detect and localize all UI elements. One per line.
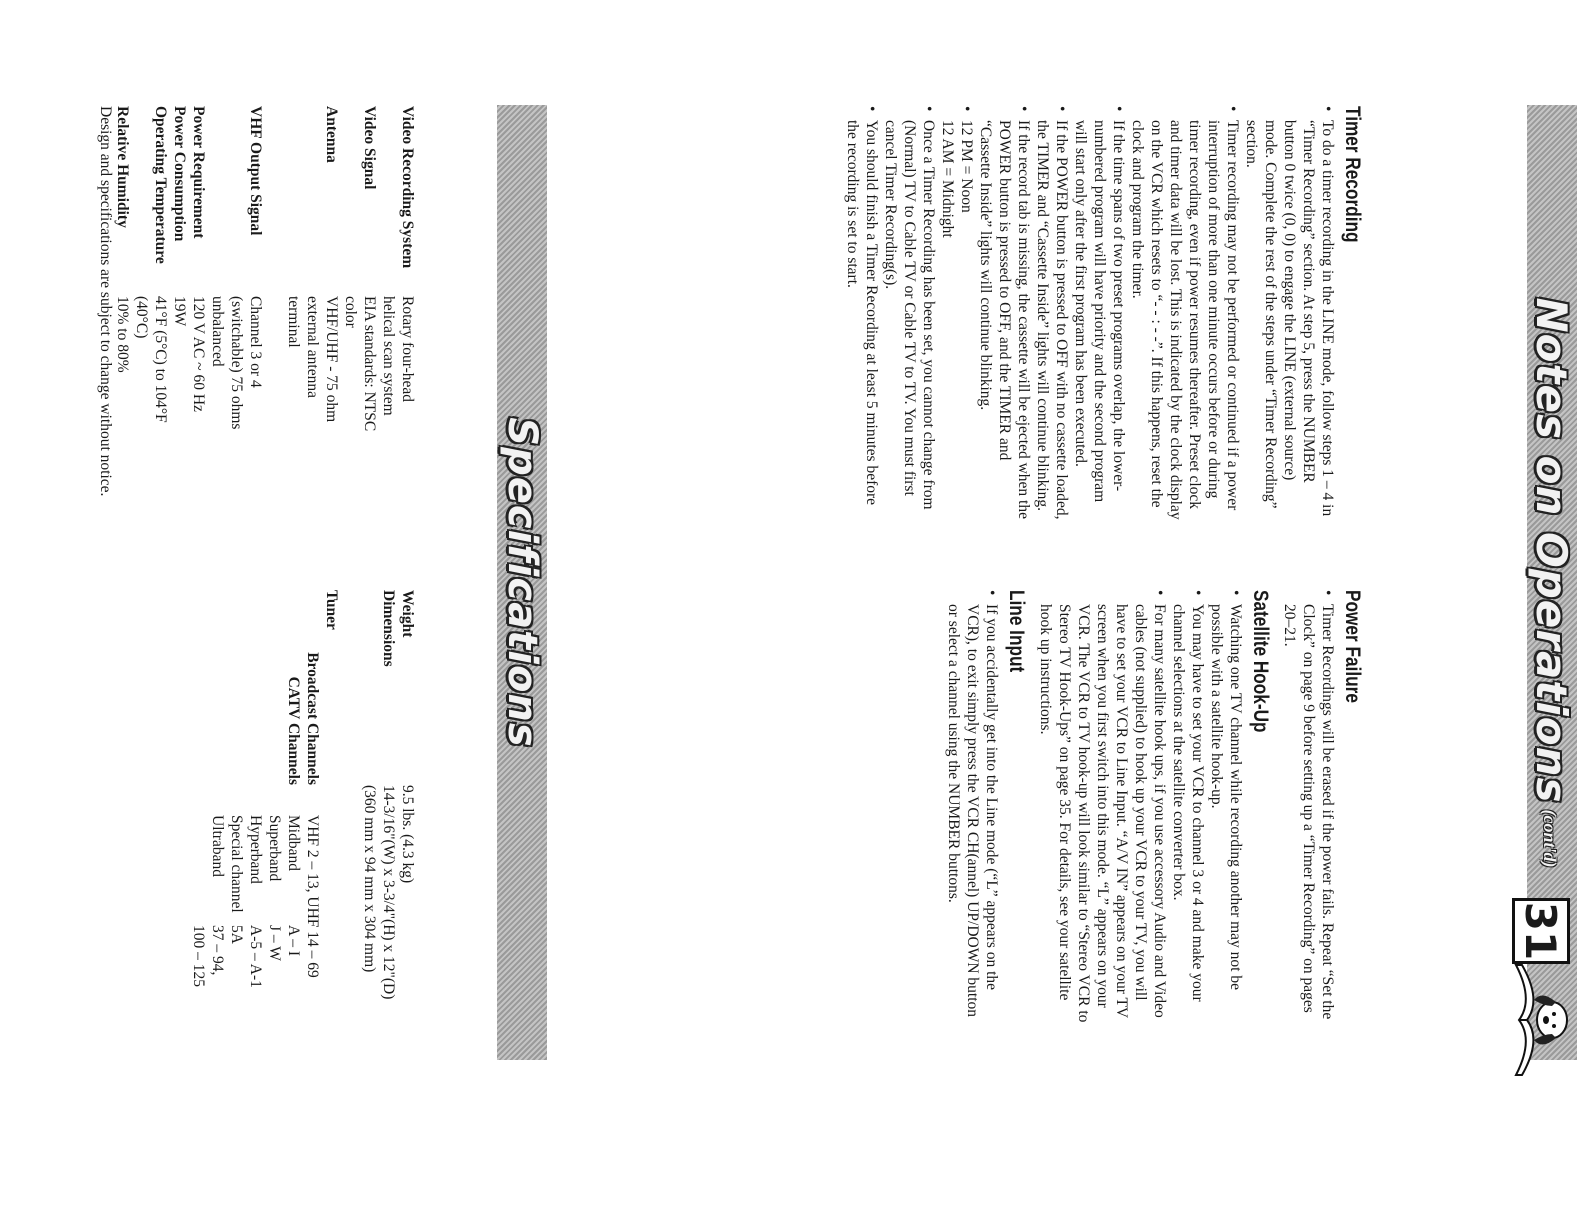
line-input-item: • If you accidentally get into the Line mode (“L” appears on the VCR), to exit simply press the VCR CH(annel) UP/DOWN button or select a channel using the NUMBER buttons. (944, 590, 1001, 1030)
catv-range: A-5 – A-1 (247, 925, 264, 988)
timer-recording-section (833, 106, 1362, 521)
spec-value: Channel 3 or 4 (switchable) 75 ohms unbalanced (209, 296, 264, 430)
specifications-band (497, 105, 547, 1060)
power-failure-heading: Power Failure (1341, 590, 1364, 703)
spec-value: 120 V AC ~ 60 Hz (190, 296, 207, 412)
spec-row (132, 106, 170, 446)
spec-row (379, 106, 417, 446)
spec-row-tuner (322, 590, 341, 1050)
mascot-dog-icon (1512, 960, 1582, 1080)
spec-row (113, 106, 132, 446)
spec-label: Broadcast Channels (304, 652, 321, 785)
timer-item: • 12 PM = Noon 12 AM = Midnight (938, 106, 976, 521)
spec-value: 19W (171, 296, 188, 327)
timer-item: • You should finish a Timer Recording at least 5 minutes before the recording is set to start. (843, 106, 881, 521)
catv-range: 37 – 94, (209, 925, 226, 976)
satellite-item: • You may have to set your VCR to channel 3 or 4 and make your channel selections at the satellite converter box. (1169, 590, 1207, 1030)
catv-band: Midband (285, 815, 302, 871)
dimensions-metric: (360 mm x 94 mm x 304 mm) (361, 785, 378, 973)
spec-value: 10% to 80% (114, 296, 131, 373)
spec-row (341, 106, 379, 446)
specs-left (113, 106, 417, 446)
spec-row (284, 106, 341, 446)
satellite-item: • For many satellite hook ups, if you use accessory Audio and Video cables (not supplied) to hook up your VCR to your TV, you will have to set your VCR to Line Input. “A/V IN” appears on your TV screen when you first switch into this mode. “L” appears on your VCR. The VCR to TV hook-up will look similar to “Stereo VCR to Stereo TV Hook-Ups” on page 35. For details, see your satellite hook up instructions. (1036, 590, 1169, 1030)
spec-label: Operating Temperature (152, 106, 169, 264)
specifications-title: Specifications (499, 417, 545, 748)
catv-range: J – W (266, 925, 283, 961)
spec-label: Power Requirement (190, 106, 207, 239)
spec-value (360, 785, 398, 1050)
spec-value: EIA standards: NTSC color (342, 296, 378, 432)
spec-label: Relative Humidity (114, 106, 131, 228)
spec-label: Power Consumption (171, 106, 188, 242)
catv-row (246, 815, 265, 1050)
catv-range: 100 – 125 (190, 925, 207, 987)
timer-item: • If the record tab is missing, the cassette will be ejected when the POWER button is pressed to OFF, and the TIMER and “Cassette Inside” lights will continue blinking. (976, 106, 1033, 521)
timer-item: • If the POWER button is pressed to OFF with no cassette loaded, the TIMER and “Cassette Inside” lights will continue blinking. (1033, 106, 1071, 521)
spec-row-weight (398, 590, 417, 1050)
catv-range: A – I (285, 925, 302, 956)
dimensions-imperial: 14-3/16"(W) x 3-3/4"(H) x 12"(D) (380, 785, 397, 1000)
spec-label: CATV Channels (285, 676, 302, 785)
right-column (934, 590, 1362, 1030)
spec-label: Dimensions (380, 590, 397, 667)
timer-item: • Timer recording may not be performed or continued if a power interruption of more than one minute occurs before or during timer recording, even if power resumes thereafter. Preset clock and timer data will be lost. This is indicated by the clock display on the VCR which resets to “- - : - -”. If this happens, reset the clock and program the timer. (1128, 106, 1242, 521)
catv-range: 5A (228, 925, 245, 944)
line-input-heading: Line Input (1005, 590, 1028, 673)
catv-band: Special channel (228, 815, 245, 913)
power-failure-item: • Timer Recordings will be erased if the power fails. Repeat “Set the Clock” on page 9 before setting up a “Timer Recording” on pages 20–21. (1280, 590, 1337, 1030)
catv-band: Hyperband (247, 815, 264, 884)
catv-band (189, 815, 208, 925)
spec-label: Video Recording System (399, 106, 416, 269)
disclaimer-note: Design and specifications are subject to change without notice. (97, 106, 114, 497)
page-number (1512, 898, 1570, 964)
spec-row-broadcast (303, 590, 322, 1050)
catv-table (189, 785, 303, 1050)
satellite-item: • Watching one TV channel while recording another may not be possible with a satellite hook-up. (1207, 590, 1245, 1030)
spec-row (208, 106, 265, 446)
catv-row (227, 815, 246, 1050)
spec-value: 41°F (5°C) to 104°F (40°C) (133, 296, 169, 423)
catv-row (208, 815, 227, 1050)
spec-row (170, 106, 189, 446)
timer-item: • Once a Timer Recording has been set, you cannot change from (Normal) TV to Cable TV or Cable TV to TV. You must first cancel Timer Recording(s). (881, 106, 938, 521)
spec-label: Antenna (323, 106, 340, 163)
spec-value: VHF/UHF - 75 ohm external antenna terminal (285, 296, 340, 423)
timer-item: • If the time spans of two preset programs overlap, the lower-numbered program will have priority and the second program will start only after the first program has been executed. (1071, 106, 1128, 521)
catv-band: Ultraband (209, 815, 226, 877)
catv-band: Superband (266, 815, 283, 882)
page-title: Notes on Operations (1527, 297, 1577, 804)
specs-right (189, 590, 417, 1050)
spec-label: VHF Output Signal (247, 106, 264, 236)
spec-label: Weight (399, 590, 416, 638)
timer-recording-heading: Timer Recording (1341, 106, 1364, 243)
spec-label: Video Signal (361, 106, 378, 190)
spec-row (189, 106, 208, 446)
spec-value: 9.5 lbs. (4.3 kg) (399, 785, 416, 884)
spec-label: Tuner (323, 590, 340, 630)
catv-row (189, 815, 208, 1050)
spec-row-catv (189, 590, 303, 1050)
timer-item: • To do a timer recording in the LINE mode, follow steps 1 – 4 in “Timer Recording” section. At step 5, press the NUMBER button 0 twice (0, 0) to engage the LINE (external source) mode. Complete the rest of the steps under “Timer Recording” section. (1242, 106, 1337, 521)
satellite-heading: Satellite Hook-Up (1249, 590, 1272, 733)
spec-row-dimensions (360, 590, 398, 1050)
spec-value: Rotary four-head helical scan system (380, 296, 416, 416)
page-number-text: 31 (1516, 901, 1566, 961)
catv-row (265, 815, 284, 1050)
catv-row (284, 815, 303, 1050)
contd-label: (cont'd) (1540, 809, 1560, 868)
spec-value: VHF 2 – 13, UHF 14 – 69 (304, 815, 321, 978)
